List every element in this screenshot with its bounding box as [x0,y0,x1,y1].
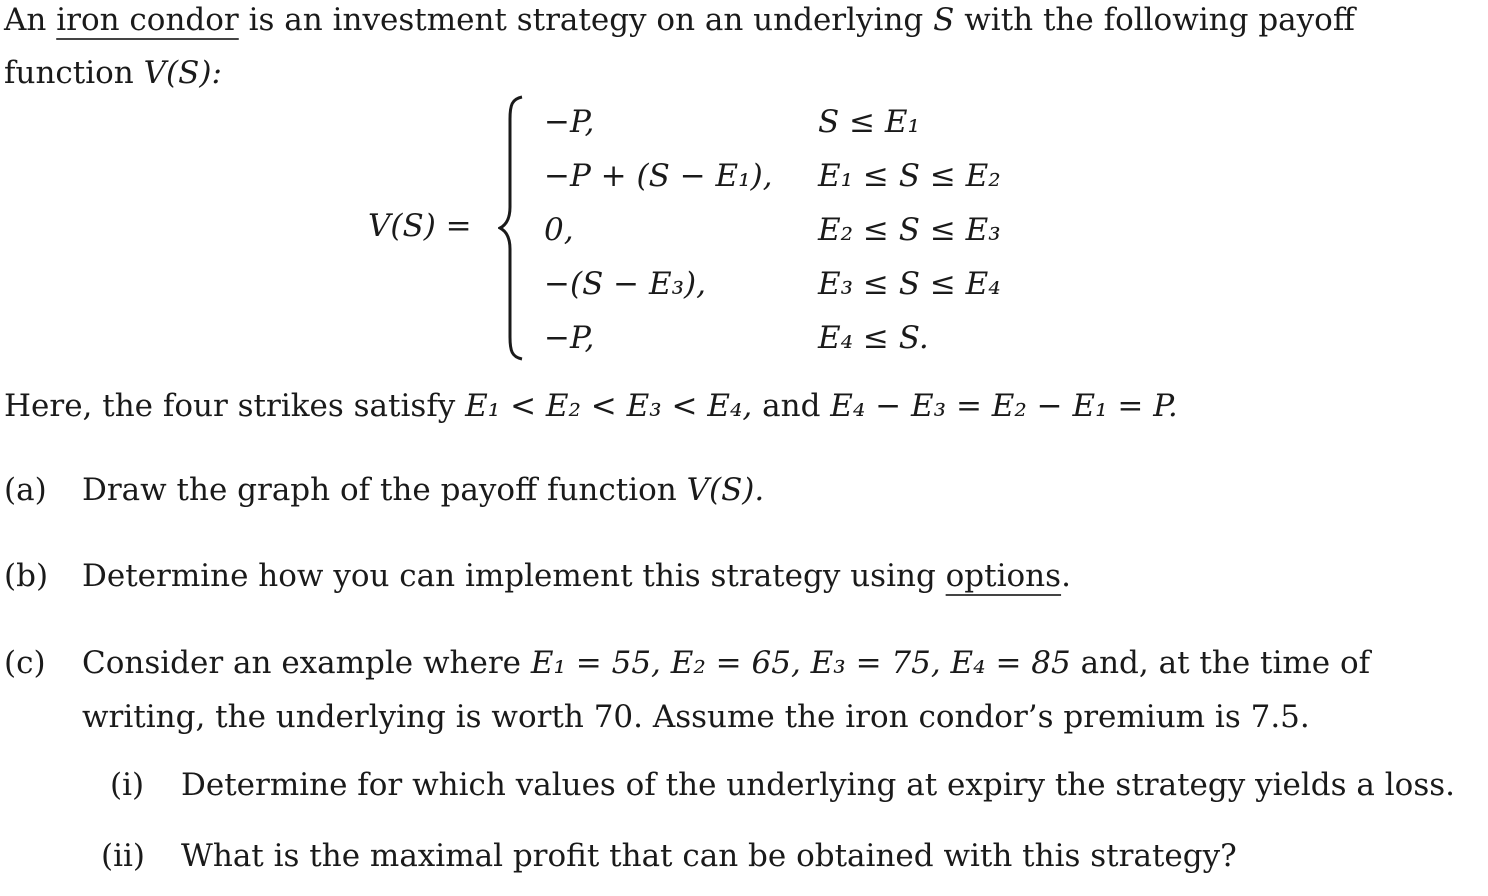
case-expr-2: −P + (S − E₁), [544,158,773,194]
item-a-body: Draw the graph of the payoff function [82,472,687,508]
strikes-text: Here, the four strikes satisfy [4,388,466,424]
intro-math-S: S [933,2,955,38]
case-cond-4: E₃ ≤ S ≤ E₄ [818,266,1001,302]
item-c-line-1 [82,643,1370,683]
intro-text-1: An [4,2,57,38]
case-expr-1: −P, [544,104,595,140]
item-c-text-2: and, at the time of [1070,645,1371,681]
case-expr-4: −(S − E₃), [544,266,706,302]
intro-text-3: with the following payoff [954,2,1355,38]
strikes-math-2: E₄ − E₃ = E₂ − E₁ = P. [830,388,1178,424]
item-a-label: (a) [4,472,47,508]
intro-text-2: is an investment strategy on an underlying [238,2,934,38]
case-expr-3: 0, [544,212,574,248]
item-b-text [82,556,1071,596]
item-a-math: V(S). [686,472,765,508]
item-c-text-1: Consider an example where [82,645,531,681]
payoff-lhs: V(S) = [368,208,472,244]
item-a-text [82,470,764,510]
item-b-body: Determine how you can implement this strategy using [82,558,946,594]
left-brace-icon [498,95,524,361]
strikes-line [4,386,1178,426]
case-cond-1: S ≤ E₁ [818,104,920,140]
intro-line-2 [4,53,222,93]
item-c-ii-text: What is the maximal profit that can be obtained with this strategy? [181,838,1237,874]
iron-condor-link[interactable]: iron condor [56,2,239,38]
case-cond-2: E₁ ≤ S ≤ E₂ [818,158,1001,194]
item-b-label: (b) [4,558,49,594]
case-cond-5: E₄ ≤ S. [818,320,929,356]
strikes-and: and [752,388,831,424]
strikes-math-1: E₁ < E₂ < E₃ < E₄, [465,388,753,424]
case-cond-3: E₂ ≤ S ≤ E₃ [818,212,1001,248]
item-c-math: E₁ = 55, E₂ = 65, E₃ = 75, E₄ = 85 [530,645,1071,681]
intro-math-VS: V(S): [143,55,222,91]
intro-line-1 [4,0,1355,40]
item-c-label: (c) [4,645,46,681]
item-c-i-text: Determine for which values of the underlying at expiry the strategy yields a loss. [181,767,1455,803]
item-c-line-2: writing, the underlying is worth 70. Assume the iron condor’s premium is 7.5. [82,699,1310,735]
item-b-end: . [1061,558,1071,594]
item-c-ii-label: (ii) [101,838,146,874]
case-expr-5: −P, [544,320,595,356]
options-link[interactable]: options [945,558,1062,594]
intro-text-4: function [4,55,144,91]
item-c-i-label: (i) [110,767,145,803]
